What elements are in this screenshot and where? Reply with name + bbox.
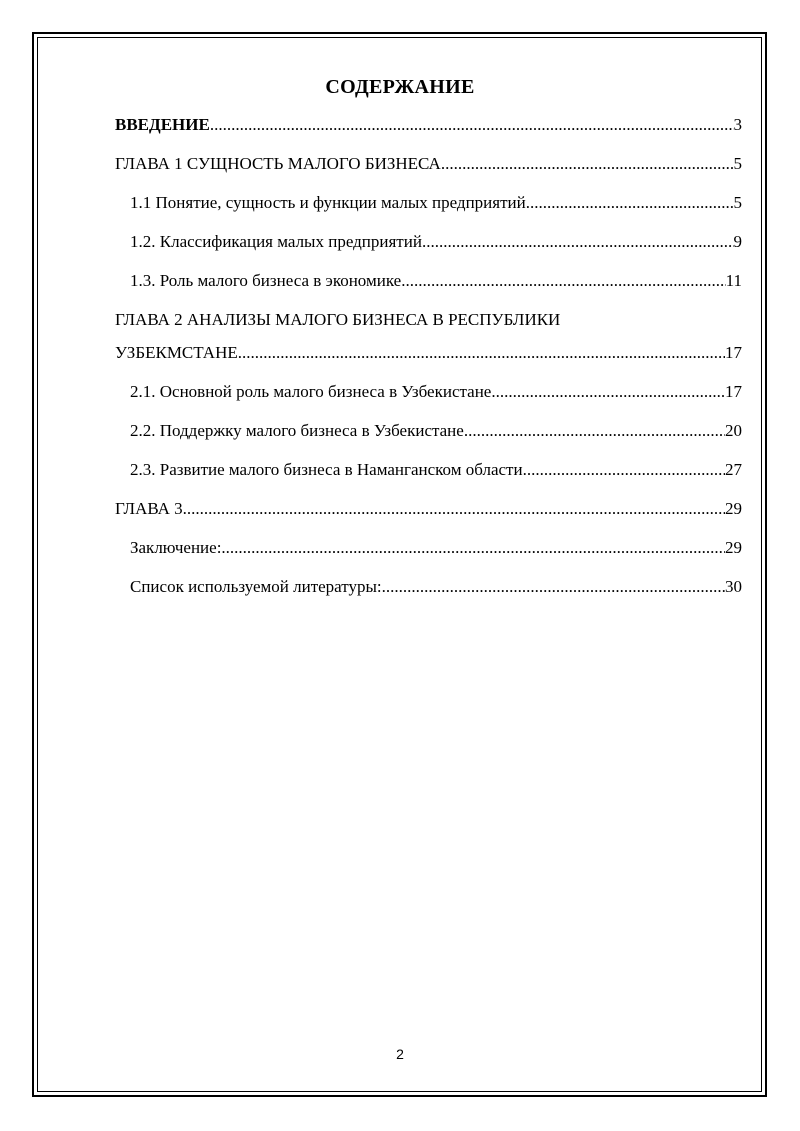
- toc-dot-leader: [238, 342, 725, 364]
- toc-entry-page: 30: [725, 577, 742, 596]
- toc-entry-page: 27: [725, 460, 742, 479]
- toc-dot-leader: [401, 270, 725, 292]
- toc-entry-intro[interactable]: [115, 114, 742, 136]
- toc-entry-label: 1.3. Роль малого бизнеса в экономике: [130, 271, 402, 290]
- toc-entry-page: 29: [725, 538, 742, 557]
- toc-entry-chapter-2[interactable]: [115, 342, 742, 364]
- toc-entry-chapter-3[interactable]: [115, 498, 742, 520]
- page-title: СОДЕРЖАНИЕ: [325, 76, 475, 98]
- toc-entry-chapter-2-line-1[interactable]: ГЛАВА 2 АНАЛИЗЫ МАЛОГО БИЗНЕСА В РЕСПУБЛИКИ: [115, 310, 561, 329]
- toc-entry-label: ГЛАВА 3: [115, 499, 183, 518]
- toc-entry-section-1-3[interactable]: [130, 270, 742, 292]
- toc-dot-leader: [183, 498, 725, 520]
- toc-entry-page: 3: [733, 115, 742, 134]
- page-number: 2: [396, 1046, 404, 1062]
- toc-entry-label: ГЛАВА 1 СУЩНОСТЬ МАЛОГО БИЗНЕСА: [115, 154, 441, 173]
- toc-entry-section-2-1[interactable]: [130, 381, 742, 403]
- toc-entry-label: Список используемой литературы:: [130, 577, 382, 596]
- toc-dot-leader: [210, 114, 734, 136]
- toc-dot-leader: [464, 420, 725, 442]
- toc-dot-leader: [422, 231, 734, 253]
- toc-dot-leader: [491, 381, 725, 403]
- toc-entry-label: Заключение:: [130, 538, 222, 557]
- toc-entry-page: 17: [725, 343, 742, 362]
- toc-entry-label: ВВЕДЕНИЕ: [115, 115, 210, 134]
- toc-entry-section-1-2[interactable]: [130, 231, 742, 253]
- toc-entry-page: 20: [725, 421, 742, 440]
- toc-entry-page: 29: [725, 499, 742, 518]
- toc-dot-leader: [526, 192, 734, 214]
- toc-entry-label: 2.2. Поддержку малого бизнеса в Узбекистане: [130, 421, 464, 440]
- toc-dot-leader: [221, 537, 725, 559]
- toc-entry-references[interactable]: [130, 576, 742, 598]
- toc-entry-label: 1.2. Классификация малых предприятий: [130, 232, 422, 251]
- toc-entry-page: 5: [733, 154, 742, 173]
- toc-entry-label: 2.1. Основной роль малого бизнеса в Узбекистане: [130, 382, 492, 401]
- toc-entry-chapter-1[interactable]: [115, 153, 742, 175]
- toc-entry-page: 9: [733, 232, 742, 251]
- toc-entry-label: 1.1 Понятие, сущность и функции малых предприятий: [130, 193, 526, 212]
- toc-entry-page: 11: [725, 271, 742, 290]
- toc-entry-section-2-3[interactable]: [130, 459, 742, 481]
- toc-entry-page: 5: [733, 193, 742, 212]
- toc-dot-leader: [441, 153, 734, 175]
- toc-dot-leader: [523, 459, 725, 481]
- toc-entry-label: 2.3. Развитие малого бизнеса в Наманганском области: [130, 460, 523, 479]
- toc-entry-label: УЗБЕКМСТАНЕ: [115, 343, 238, 362]
- toc-entry-section-1-1[interactable]: [130, 192, 742, 214]
- toc-dot-leader: [382, 576, 725, 598]
- toc-entry-conclusion[interactable]: [130, 537, 742, 559]
- toc-entry-section-2-2[interactable]: [130, 420, 742, 442]
- toc-entry-page: 17: [725, 382, 742, 401]
